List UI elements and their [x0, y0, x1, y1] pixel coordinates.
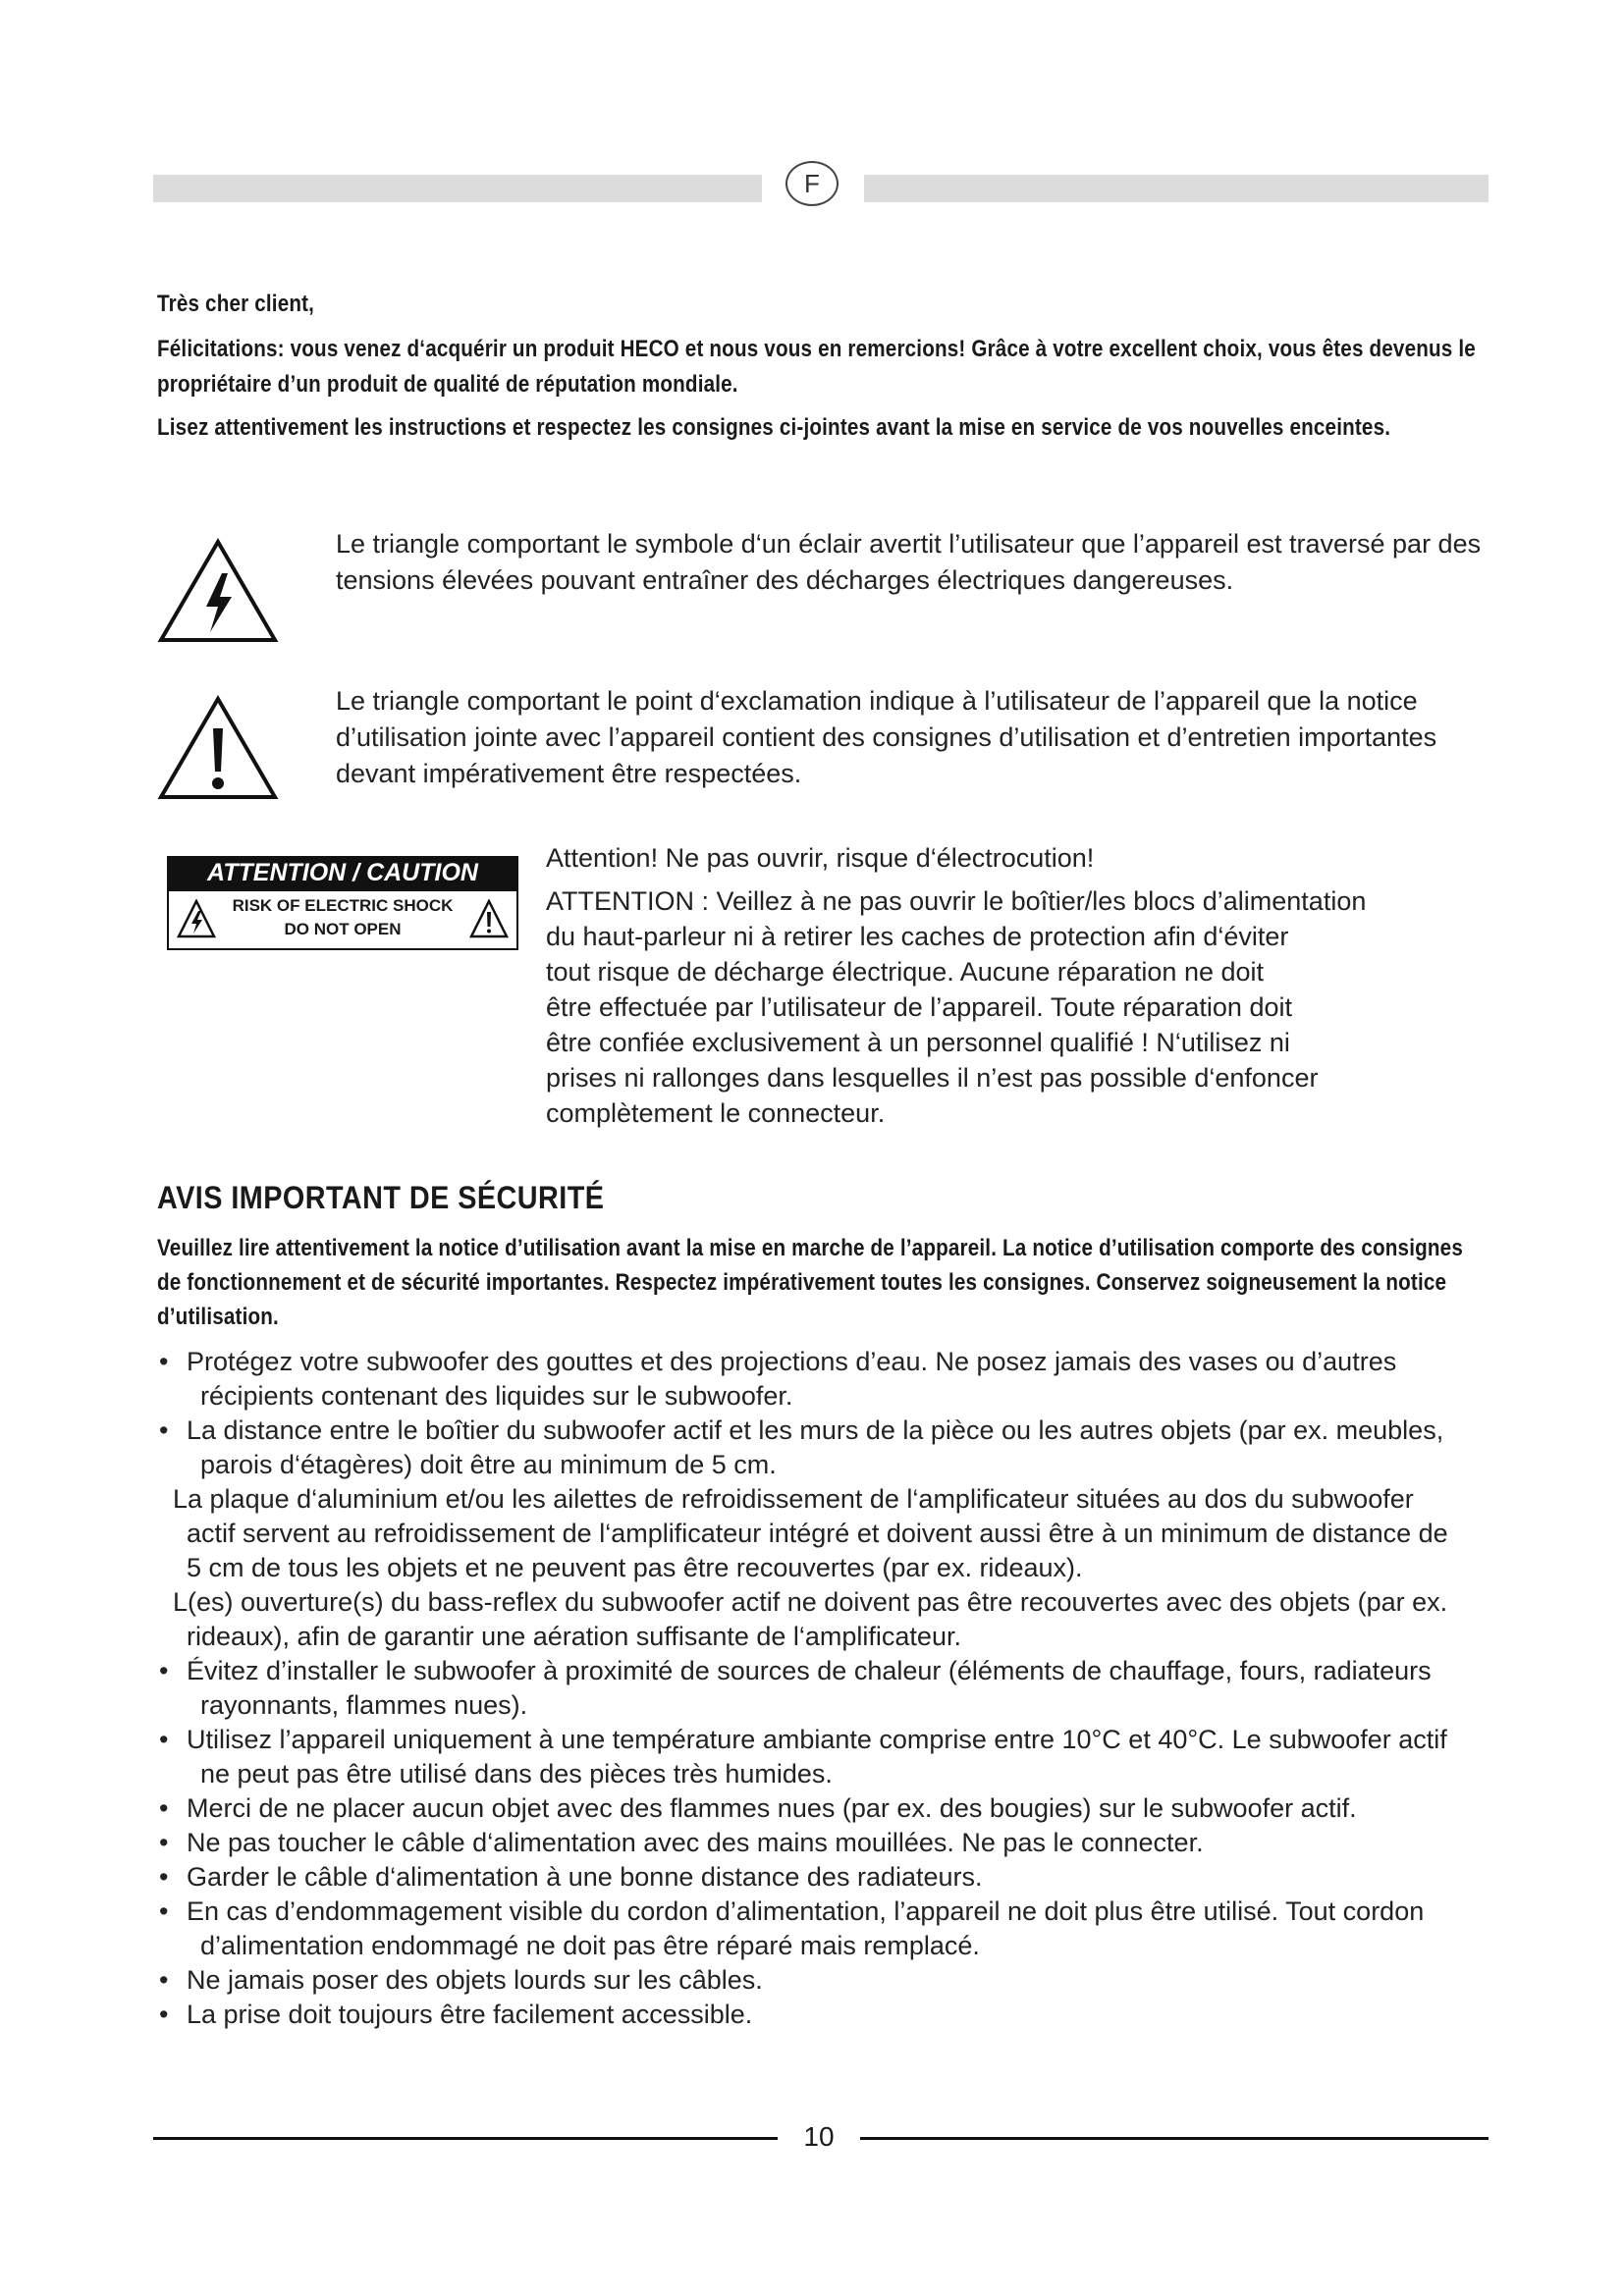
warning-text-exclamation: Le triangle comportant le point d‘exclamation indique à l’utilisateur de l’appareil que la notice d’utilisation jointe avec l’appareil contient des consignes d’utilisation et d’entretien importantes devant impérativement être respectées. — [336, 686, 1437, 788]
attention-line: être confiée exclusivement à un personnel qualifié ! N‘utilisez ni — [546, 1028, 1290, 1057]
caution-exclamation-icon-right — [469, 899, 509, 938]
safety-section-title: AVIS IMPORTANT DE SÉCURITÉ — [157, 1180, 605, 1215]
list-item: • Utilisez l’appareil uniquement à une température ambiante comprise entre 10°C et 40°C. Le subwoofer actif ne peut pas être utilisé dans des pièces très humides. — [157, 1723, 1453, 1791]
safety-list — [157, 1345, 1453, 2032]
exclamation-triangle-icon — [157, 695, 279, 801]
attention-line: du haut-parleur ni à retirer les caches de protection afin d‘éviter — [546, 922, 1289, 951]
caution-label-line1: RISK OF ELECTRIC SHOCK — [232, 896, 454, 915]
intro-paragraph-congratulations: Félicitations: vous venez d‘acquérir un produit HECO et nous vous en remercions! Grâce à votre excellent choix, vous êtes devenus le propriétaire d’un produit de qualité de réputation mondiale. — [157, 336, 1476, 398]
caution-label-header: ATTENTION / CAUTION — [167, 856, 518, 889]
greeting: Très cher client, — [157, 291, 315, 317]
warning-text-lightning: Le triangle comportant le symbole d‘un éclair avertit l’utilisateur que l’appareil est traversé par des tensions élevées pouvant entraîner des décharges électriques dangereuses. — [336, 529, 1482, 595]
caution-label — [167, 856, 518, 950]
attention-title: Attention! Ne pas ouvrir, risque d‘électrocution! — [546, 843, 1095, 873]
safety-section-intro: Veuillez lire attentivement la notice d’utilisation avant la mise en marche de l’appareil. La notice d’utilisation comporte des consignes de fonctionnement et de sécurité importantes. Respectez impérativement toutes les consignes. Conservez soigneusement la notice d’utilisation. — [157, 1235, 1463, 1330]
list-item: • La distance entre le boîtier du subwoofer actif et les murs de la pièce ou les autres objets (par ex. meubles, parois d‘étagères) doit être au minimum de 5 cm. — [157, 1414, 1453, 1482]
list-item: L(es) ouverture(s) du bass-reflex du subwoofer actif ne doivent pas être recouvertes avec des objets (par ex. rideaux), afin de garantir une aération suffisante de l‘amplificateur. — [173, 1587, 1448, 1651]
caution-lightning-icon-left — [177, 899, 216, 938]
list-item: • Protégez votre subwoofer des gouttes et des projections d’eau. Ne posez jamais des vases ou d’autres récipients contenant des liquides sur le subwoofer. — [157, 1345, 1453, 1414]
list-item: La plaque d‘aluminium et/ou les ailettes de refroidissement de l‘amplificateur situées au dos du subwoofer actif servent au refroidissement de l‘amplificateur intégré et doivent aussi être à un minimum de distance de 5 cm de tous les objets et ne peuvent pas être recouvertes (par ex. rideaux). — [173, 1484, 1448, 1582]
footer-rule-right — [860, 2137, 1489, 2140]
attention-line: tout risque de décharge électrique. Aucune réparation ne doit — [546, 957, 1265, 987]
footer-rule-left — [153, 2137, 778, 2140]
attention-line: être effectuée par l’utilisateur de l’appareil. Toute réparation doit — [546, 992, 1292, 1022]
list-item: • Garder le câble d‘alimentation à une bonne distance des radiateurs. — [157, 1860, 1453, 1895]
page-number: 10 — [803, 2121, 835, 2152]
list-item: • Ne pas toucher le câble d‘alimentation avec des mains mouillées. Ne pas le connecter. — [157, 1826, 1453, 1860]
list-item: • Ne jamais poser des objets lourds sur les câbles. — [157, 1963, 1453, 1998]
attention-line: complètement le connecteur. — [546, 1098, 886, 1128]
attention-line: prises ni rallonges dans lesquelles il n’est pas possible d‘enfoncer — [546, 1063, 1319, 1093]
list-item: • Évitez d’installer le subwoofer à proximité de sources de chaleur (éléments de chauffage, fours, radiateurs rayonnants, flammes nues). — [157, 1654, 1453, 1723]
header-rule-left — [153, 175, 762, 202]
caution-label-line2: DO NOT OPEN — [284, 920, 402, 938]
attention-body — [546, 883, 1528, 1131]
lightning-triangle-icon — [157, 538, 279, 644]
language-marker: F — [785, 161, 839, 206]
list-item: • En cas d’endommagement visible du cordon d’alimentation, l’appareil ne doit plus être utilisé. Tout cordon d’alimentation endommagé ne doit pas être réparé mais remplacé. — [157, 1895, 1453, 1963]
list-item: • Merci de ne placer aucun objet avec des flammes nues (par ex. des bougies) sur le subwoofer actif. — [157, 1791, 1453, 1826]
list-item: • La prise doit toujours être facilement accessible. — [157, 1998, 1453, 2032]
header-rule-right — [864, 175, 1489, 202]
attention-line: ATTENTION : Veillez à ne pas ouvrir le boîtier/les blocs d’alimentation — [546, 886, 1367, 916]
intro-paragraph-read-instructions: Lisez attentivement les instructions et respectez les consignes ci-jointes avant la mise en service de vos nouvelles enceintes. — [157, 414, 1391, 441]
caution-label-body — [167, 889, 518, 950]
